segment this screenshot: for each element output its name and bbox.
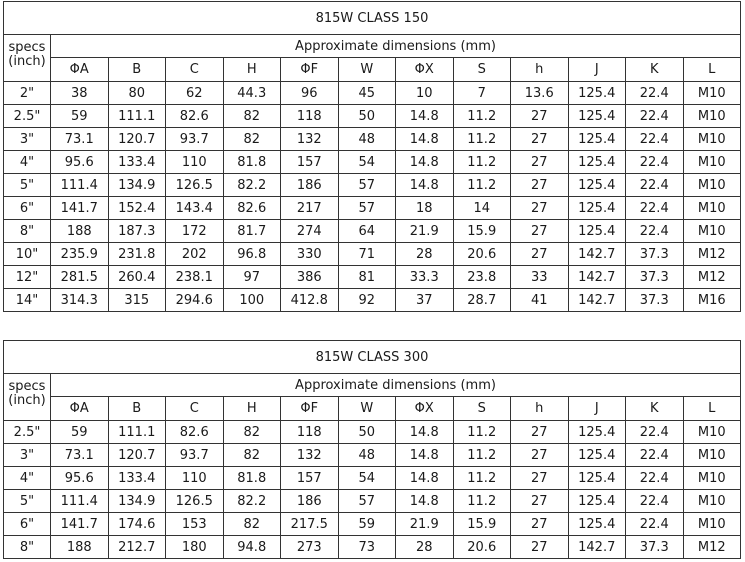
table-row: [4, 490, 741, 513]
spec-size-cell: 8": [4, 536, 51, 559]
dimension-cell: 37.3: [626, 536, 684, 559]
dimension-cell: 143.4: [166, 197, 224, 220]
dimension-cell: 37.3: [626, 289, 684, 312]
dimension-cell: 33: [511, 266, 569, 289]
dimension-cell: 125.4: [568, 128, 626, 151]
spec-size-cell: 4": [4, 151, 51, 174]
dimension-cell: 27: [511, 128, 569, 151]
dimension-cell: 21.9: [396, 220, 454, 243]
dimension-cell: 27: [511, 220, 569, 243]
table-row: [4, 243, 741, 266]
dimension-cell: 174.6: [108, 513, 166, 536]
table-row: [4, 444, 741, 467]
dimension-cell: 11.2: [453, 490, 511, 513]
dimension-cell: 54: [338, 467, 396, 490]
dimension-cell: M12: [683, 536, 741, 559]
dimension-cell: 217.5: [281, 513, 339, 536]
dimension-cell: 96: [281, 82, 339, 105]
column-header: K: [626, 397, 684, 421]
dimension-cell: 22.4: [626, 421, 684, 444]
dimension-cell: 57: [338, 174, 396, 197]
dimension-cell: 110: [166, 151, 224, 174]
column-header: W: [338, 397, 396, 421]
approx-dimensions-header: Approximate dimensions (mm): [51, 374, 741, 397]
dimension-cell: 22.4: [626, 105, 684, 128]
dimension-cell: 59: [338, 513, 396, 536]
dimension-cell: 15.9: [453, 220, 511, 243]
dimension-cell: 202: [166, 243, 224, 266]
dimension-cell: 126.5: [166, 174, 224, 197]
dimension-cell: 20.6: [453, 536, 511, 559]
dimension-cell: 172: [166, 220, 224, 243]
dimension-cell: 141.7: [51, 197, 109, 220]
table-row: [4, 197, 741, 220]
dimension-cell: 15.9: [453, 513, 511, 536]
spec-size-cell: 14": [4, 289, 51, 312]
dimension-cell: 187.3: [108, 220, 166, 243]
dimension-cell: 125.4: [568, 490, 626, 513]
dimension-cell: 235.9: [51, 243, 109, 266]
specs-label: specs: [8, 379, 46, 394]
dimension-cell: 81.8: [223, 151, 281, 174]
dimension-cell: 412.8: [281, 289, 339, 312]
dimension-cell: 125.4: [568, 513, 626, 536]
dimension-cell: 386: [281, 266, 339, 289]
dimension-cell: M10: [683, 467, 741, 490]
dimension-cell: 50: [338, 421, 396, 444]
dimension-cell: 238.1: [166, 266, 224, 289]
column-header: S: [453, 58, 511, 82]
dimension-cell: 81.8: [223, 467, 281, 490]
dimension-cell: 94.8: [223, 536, 281, 559]
dimension-cell: M10: [683, 421, 741, 444]
dimension-cell: 14.8: [396, 444, 454, 467]
dimension-cell: 50: [338, 105, 396, 128]
dimension-cell: 27: [511, 243, 569, 266]
spec-size-cell: 6": [4, 197, 51, 220]
dimension-cell: 111.1: [108, 105, 166, 128]
table-row: [4, 467, 741, 490]
dimension-cell: 82.2: [223, 174, 281, 197]
dimension-cell: 82: [223, 421, 281, 444]
specs-label: specs: [8, 40, 46, 55]
spec-size-cell: 10": [4, 243, 51, 266]
column-header: S: [453, 397, 511, 421]
table-row: [4, 105, 741, 128]
dimension-cell: 11.2: [453, 444, 511, 467]
dimension-cell: 57: [338, 490, 396, 513]
column-header: K: [626, 58, 684, 82]
dimension-cell: 125.4: [568, 82, 626, 105]
dimension-cell: 27: [511, 174, 569, 197]
dimension-cell: M12: [683, 243, 741, 266]
dimension-cell: M10: [683, 82, 741, 105]
dimension-cell: 27: [511, 513, 569, 536]
dimension-cell: 14.8: [396, 421, 454, 444]
dimension-cell: M10: [683, 128, 741, 151]
column-header: H: [223, 397, 281, 421]
dimension-cell: 315: [108, 289, 166, 312]
dimension-cell: 82.6: [166, 421, 224, 444]
table-row: [4, 421, 741, 444]
dimension-cell: 22.4: [626, 151, 684, 174]
dimension-cell: 73.1: [51, 128, 109, 151]
dimension-cell: 41: [511, 289, 569, 312]
dimension-cell: M12: [683, 266, 741, 289]
dimension-cell: 95.6: [51, 467, 109, 490]
dimension-cell: 212.7: [108, 536, 166, 559]
dimension-cell: 125.4: [568, 151, 626, 174]
dimension-cell: 97: [223, 266, 281, 289]
dimension-cell: 22.4: [626, 513, 684, 536]
dimension-cell: 92: [338, 289, 396, 312]
dimension-cell: 27: [511, 490, 569, 513]
table-title: 815W CLASS 300: [4, 341, 741, 374]
column-header: h: [511, 58, 569, 82]
dimension-cell: 133.4: [108, 151, 166, 174]
dimension-cell: 18: [396, 197, 454, 220]
dimension-cell: 273: [281, 536, 339, 559]
dimension-cell: 157: [281, 151, 339, 174]
dimension-cell: 281.5: [51, 266, 109, 289]
dimension-cell: 188: [51, 220, 109, 243]
column-header: ΦX: [396, 397, 454, 421]
dimension-cell: 82: [223, 128, 281, 151]
column-header-row: [4, 58, 741, 82]
dimension-cell: 14.8: [396, 128, 454, 151]
dimension-cell: 125.4: [568, 174, 626, 197]
dimension-cell: 125.4: [568, 105, 626, 128]
spec-size-cell: 2.5": [4, 421, 51, 444]
dimension-cell: 125.4: [568, 197, 626, 220]
dimension-cell: 14.8: [396, 151, 454, 174]
column-header: J: [568, 397, 626, 421]
dimension-cell: 28: [396, 536, 454, 559]
dimension-cell: 73.1: [51, 444, 109, 467]
dimension-cell: 73: [338, 536, 396, 559]
dimension-cell: 314.3: [51, 289, 109, 312]
dimension-cell: 188: [51, 536, 109, 559]
dimension-cell: 14.8: [396, 467, 454, 490]
dimension-cell: 33.3: [396, 266, 454, 289]
dimension-cell: 37.3: [626, 243, 684, 266]
dimension-cell: 217: [281, 197, 339, 220]
dimension-cell: 110: [166, 467, 224, 490]
approx-dimensions-header: Approximate dimensions (mm): [51, 35, 741, 58]
dimensions-table-class-300: [3, 340, 741, 559]
dimension-cell: 11.2: [453, 128, 511, 151]
dimension-cell: 186: [281, 490, 339, 513]
column-header: h: [511, 397, 569, 421]
dimension-cell: 180: [166, 536, 224, 559]
dimension-cell: 120.7: [108, 444, 166, 467]
spec-size-cell: 5": [4, 174, 51, 197]
dimension-cell: 28.7: [453, 289, 511, 312]
dimension-cell: 14: [453, 197, 511, 220]
dimension-cell: 64: [338, 220, 396, 243]
dimension-cell: 20.6: [453, 243, 511, 266]
dimension-cell: 27: [511, 536, 569, 559]
dimension-cell: 21.9: [396, 513, 454, 536]
dimension-cell: 125.4: [568, 467, 626, 490]
dimension-cell: 81: [338, 266, 396, 289]
column-header: L: [683, 58, 741, 82]
dimension-cell: 82: [223, 444, 281, 467]
dimension-cell: M10: [683, 513, 741, 536]
dimension-cell: 37.3: [626, 266, 684, 289]
dimension-cell: 125.4: [568, 421, 626, 444]
table-row: [4, 174, 741, 197]
dimension-cell: 82.2: [223, 490, 281, 513]
dimension-cell: 48: [338, 444, 396, 467]
dimension-cell: 132: [281, 128, 339, 151]
column-header: H: [223, 58, 281, 82]
column-header: J: [568, 58, 626, 82]
table-title: 815W CLASS 150: [4, 2, 741, 35]
specs-unit-label: (inch): [8, 393, 46, 408]
dimension-cell: 330: [281, 243, 339, 266]
dimension-cell: 44.3: [223, 82, 281, 105]
dimension-cell: 134.9: [108, 174, 166, 197]
spec-size-cell: 2": [4, 82, 51, 105]
dimension-cell: 142.7: [568, 536, 626, 559]
spec-size-cell: 3": [4, 128, 51, 151]
dimension-cell: 93.7: [166, 128, 224, 151]
dimension-cell: 22.4: [626, 82, 684, 105]
dimension-cell: 82.6: [223, 197, 281, 220]
spec-size-cell: 4": [4, 467, 51, 490]
dimension-cell: 7: [453, 82, 511, 105]
dimension-cell: 22.4: [626, 220, 684, 243]
dimension-cell: M10: [683, 174, 741, 197]
dimension-cell: 93.7: [166, 444, 224, 467]
dimension-cell: 11.2: [453, 174, 511, 197]
dimension-cell: 14.8: [396, 174, 454, 197]
dimension-cell: 231.8: [108, 243, 166, 266]
dimension-cell: 80: [108, 82, 166, 105]
dimension-cell: 57: [338, 197, 396, 220]
dimension-cell: 11.2: [453, 105, 511, 128]
table-row: [4, 513, 741, 536]
dimension-cell: M10: [683, 151, 741, 174]
dimension-cell: 118: [281, 421, 339, 444]
dimension-cell: 111.4: [51, 490, 109, 513]
dimension-cell: M10: [683, 197, 741, 220]
dimension-cell: M10: [683, 220, 741, 243]
dimension-cell: 22.4: [626, 490, 684, 513]
column-header-row: [4, 397, 741, 421]
spec-size-cell: 8": [4, 220, 51, 243]
dimension-cell: 27: [511, 197, 569, 220]
column-header: C: [166, 397, 224, 421]
dimension-cell: 11.2: [453, 151, 511, 174]
dimension-cell: 186: [281, 174, 339, 197]
dimension-cell: 22.4: [626, 174, 684, 197]
dimension-cell: 133.4: [108, 467, 166, 490]
dimension-cell: 22.4: [626, 467, 684, 490]
dimension-cell: M10: [683, 444, 741, 467]
dimension-cell: 14.8: [396, 105, 454, 128]
dimension-cell: 125.4: [568, 220, 626, 243]
dimension-cell: 125.4: [568, 444, 626, 467]
dimension-cell: 118: [281, 105, 339, 128]
dimension-cell: 54: [338, 151, 396, 174]
column-header: B: [108, 58, 166, 82]
dimension-cell: 134.9: [108, 490, 166, 513]
dimension-cell: 82: [223, 105, 281, 128]
spec-size-cell: 5": [4, 490, 51, 513]
dimension-cell: 11.2: [453, 421, 511, 444]
dimension-cell: 14.8: [396, 490, 454, 513]
specs-unit-label: (inch): [8, 54, 46, 69]
table-row: [4, 128, 741, 151]
table-row: [4, 536, 741, 559]
dimension-cell: 10: [396, 82, 454, 105]
dimension-cell: 96.8: [223, 243, 281, 266]
dimension-cell: M10: [683, 105, 741, 128]
dimension-cell: 27: [511, 105, 569, 128]
dimension-cell: 120.7: [108, 128, 166, 151]
dimension-cell: 142.7: [568, 289, 626, 312]
dimension-cell: 71: [338, 243, 396, 266]
dimension-cell: 142.7: [568, 266, 626, 289]
dimension-cell: 157: [281, 467, 339, 490]
dimension-cell: 27: [511, 151, 569, 174]
dimension-cell: 260.4: [108, 266, 166, 289]
dimension-cell: 152.4: [108, 197, 166, 220]
dimension-cell: 274: [281, 220, 339, 243]
dimension-cell: 82: [223, 513, 281, 536]
table-row: [4, 289, 741, 312]
dimension-cell: 22.4: [626, 128, 684, 151]
dimension-cell: 132: [281, 444, 339, 467]
column-header: B: [108, 397, 166, 421]
dimension-cell: 27: [511, 421, 569, 444]
table-row: [4, 266, 741, 289]
column-header: ΦA: [51, 58, 109, 82]
column-header: W: [338, 58, 396, 82]
spec-size-cell: 3": [4, 444, 51, 467]
column-header: ΦF: [281, 397, 339, 421]
dimension-cell: 62: [166, 82, 224, 105]
table-row: [4, 82, 741, 105]
dimension-cell: 22.4: [626, 444, 684, 467]
specs-header: [4, 35, 51, 82]
dimension-cell: 95.6: [51, 151, 109, 174]
dimension-cell: 59: [51, 421, 109, 444]
dimension-cell: 38: [51, 82, 109, 105]
dimension-cell: 11.2: [453, 467, 511, 490]
dimension-cell: 28: [396, 243, 454, 266]
dimension-cell: 141.7: [51, 513, 109, 536]
dimension-cell: 81.7: [223, 220, 281, 243]
dimension-cell: 48: [338, 128, 396, 151]
dimension-cell: 111.4: [51, 174, 109, 197]
column-header: ΦA: [51, 397, 109, 421]
spec-size-cell: 6": [4, 513, 51, 536]
specs-header: [4, 374, 51, 421]
spec-size-cell: 2.5": [4, 105, 51, 128]
spec-size-cell: 12": [4, 266, 51, 289]
column-header: C: [166, 58, 224, 82]
dimension-cell: 22.4: [626, 197, 684, 220]
dimension-cell: 142.7: [568, 243, 626, 266]
dimension-cell: 23.8: [453, 266, 511, 289]
dimension-cell: 82.6: [166, 105, 224, 128]
dimension-cell: 111.1: [108, 421, 166, 444]
column-header: ΦF: [281, 58, 339, 82]
dimension-cell: 59: [51, 105, 109, 128]
dimension-cell: 37: [396, 289, 454, 312]
dimensions-table-class-150: [3, 1, 741, 312]
dimension-cell: 13.6: [511, 82, 569, 105]
table-row: [4, 151, 741, 174]
table-row: [4, 220, 741, 243]
dimension-cell: 153: [166, 513, 224, 536]
dimension-cell: 100: [223, 289, 281, 312]
dimension-cell: M16: [683, 289, 741, 312]
dimension-cell: 294.6: [166, 289, 224, 312]
dimension-cell: 126.5: [166, 490, 224, 513]
column-header: ΦX: [396, 58, 454, 82]
dimension-cell: M10: [683, 490, 741, 513]
dimension-cell: 45: [338, 82, 396, 105]
column-header: L: [683, 397, 741, 421]
dimension-cell: 27: [511, 444, 569, 467]
dimension-cell: 27: [511, 467, 569, 490]
